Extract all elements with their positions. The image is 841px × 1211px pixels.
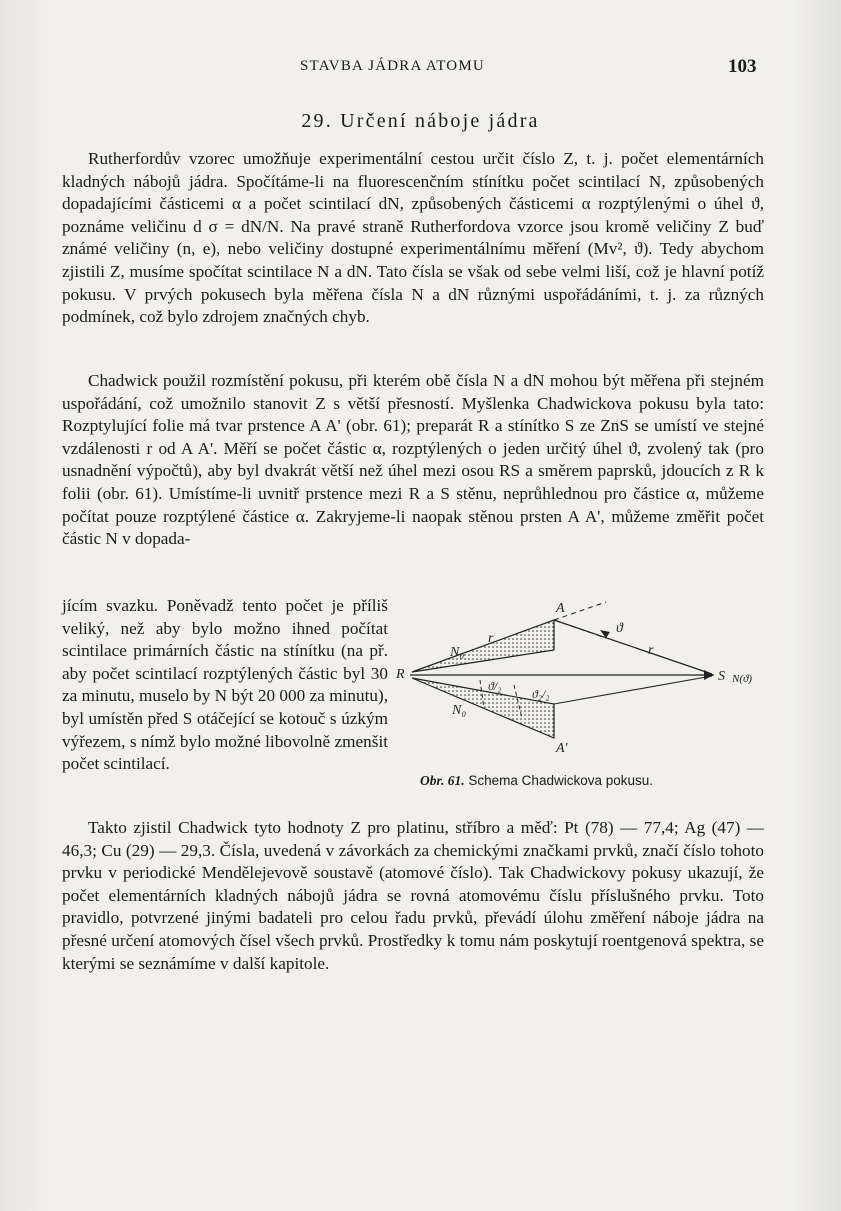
paragraph-2: Chadwick použil rozmístění pokusu, při kterém obě čísla N a dN mohou být měřena při stejném uspořádání, což umožnilo stanovit Z s větší přesností. Myšlenka Chadwickova pokusu byla tato: Rozptylující folie má tvar prstence A A' (obr. 61); preparát R a stínítko S ze ZnS se umístí ve stejné vzdálenosti r od A A'. Měří se počet částic α, rozptýlených o jeden určitý úhel ϑ, zvolený tak (pro usnadnění výpočtů), aby byl dvakrát větší než úhel mezi osou RS a směrem paprsků, jdoucích z R k folii (obr. 61). Umístíme-li uvnitř prstence mezi R a S stěnu, neprůhlednou pro částice α, můžeme počítat pouze rozptýlené částice α. Zakryjeme-li naopak stěnou prsten A A', můžeme změřit počet částic N v dopada- bbox=[62, 371, 764, 549]
caption-label: Obr. 61. bbox=[420, 773, 465, 788]
caption-text: Schema Chadwickova pokusu. bbox=[468, 773, 654, 788]
page-number: 103 bbox=[728, 56, 757, 77]
label-N0-bottom: N₀ bbox=[452, 703, 467, 718]
label-S: S bbox=[718, 669, 725, 684]
figure-caption bbox=[420, 773, 653, 789]
label-N0-top: N₀ bbox=[450, 645, 465, 660]
label-A: A bbox=[556, 601, 565, 616]
paragraph-2-wrapped: jícím svazku. Poněvadž tento počet je příliš veliký, než aby bylo možno ihned počítat scintilace primárních částic na stínítku (na př. aby počet scintilací rozptýlených částic byl 30 za minutu, muselo by N být 20 000 za minutu), byl umístěn před S otáčející se kotouč s úzkým výřezem, s nímž bylo možné libovolně zmenšit počet scintilací. bbox=[62, 596, 388, 774]
label-theta-half: ϑ/₂ bbox=[488, 679, 502, 693]
running-title: STAVBA JÁDRA ATOMU bbox=[300, 58, 485, 74]
figure-61 bbox=[392, 590, 772, 770]
paragraph-3: Takto zjistil Chadwick tyto hodnoty Z pro platinu, stříbro a měď: Pt (78) — 77,4; Ag (47) — 46,3; Cu (29) — 29,3. Čísla, uvedená v závorkách za chemickými značkami prvků, značí číslo tohoto prvku v periodické Mendělejevově soustavě (atomové číslo). Tak Chadwickovy pokusy ukazují, že počet elementárních kladných nábojů jádra se rovná atomovému číslu příslušného prvku. Toto pravidlo, potvrzené jinými badateli pro celou řadu prvků, převádí úlohu změření náboje jádra na přesné určení atomových čísel všech prvků. Prostředky k tomu nám poskytují roentgenová spektra, se kterými se seznámíme v další kapitole. bbox=[62, 818, 764, 973]
label-r-top: r bbox=[488, 631, 494, 646]
upper-foil-cone bbox=[412, 620, 554, 672]
ray-upper-to-S bbox=[554, 620, 712, 674]
label-theta: ϑ bbox=[616, 621, 623, 636]
label-S-note: N(ϑ) bbox=[732, 673, 753, 685]
section-heading: 29. Určení náboje jádra bbox=[301, 110, 540, 132]
paragraph-1: Rutherfordův vzorec umožňuje experimentální cestou určit číslo Z, t. j. počet elementárních kladných nábojů jádra. Spočítáme-li na fluorescenčním stínítku počet scintilací N, způsobených dopadajícími částicemi α a počet scintilací dN, způsobených částicemi α rozptýlenými o úhel ϑ, poznáme veličinu d σ = dN/N. Na pravé straně Rutherfordova vzorce jsou kromě veličiny Z buď známé veličiny (n, e), nebo veličiny dostupné experimentálnímu měření (Mv², ϑ). Tedy abychom zjistili Z, musíme spočítat scintilace N a dN. Tato čísla se však od sebe velmi liší, což je hlavní potíž pokusu. V prvých pokusech byla měřena čísla N a dN různými uspořádáními, t. j. za různých podmínek, což bylo zdrojem značných chyb. bbox=[62, 149, 764, 327]
label-r-right: r bbox=[648, 643, 654, 658]
figure-61-diagram bbox=[392, 590, 772, 770]
ray-lower-to-S bbox=[554, 676, 712, 704]
arrow-S bbox=[704, 670, 714, 680]
label-theta-half-2: ϑ₂/₂ bbox=[532, 687, 550, 701]
label-A-prime: A' bbox=[556, 741, 568, 756]
label-R: R bbox=[396, 667, 405, 682]
